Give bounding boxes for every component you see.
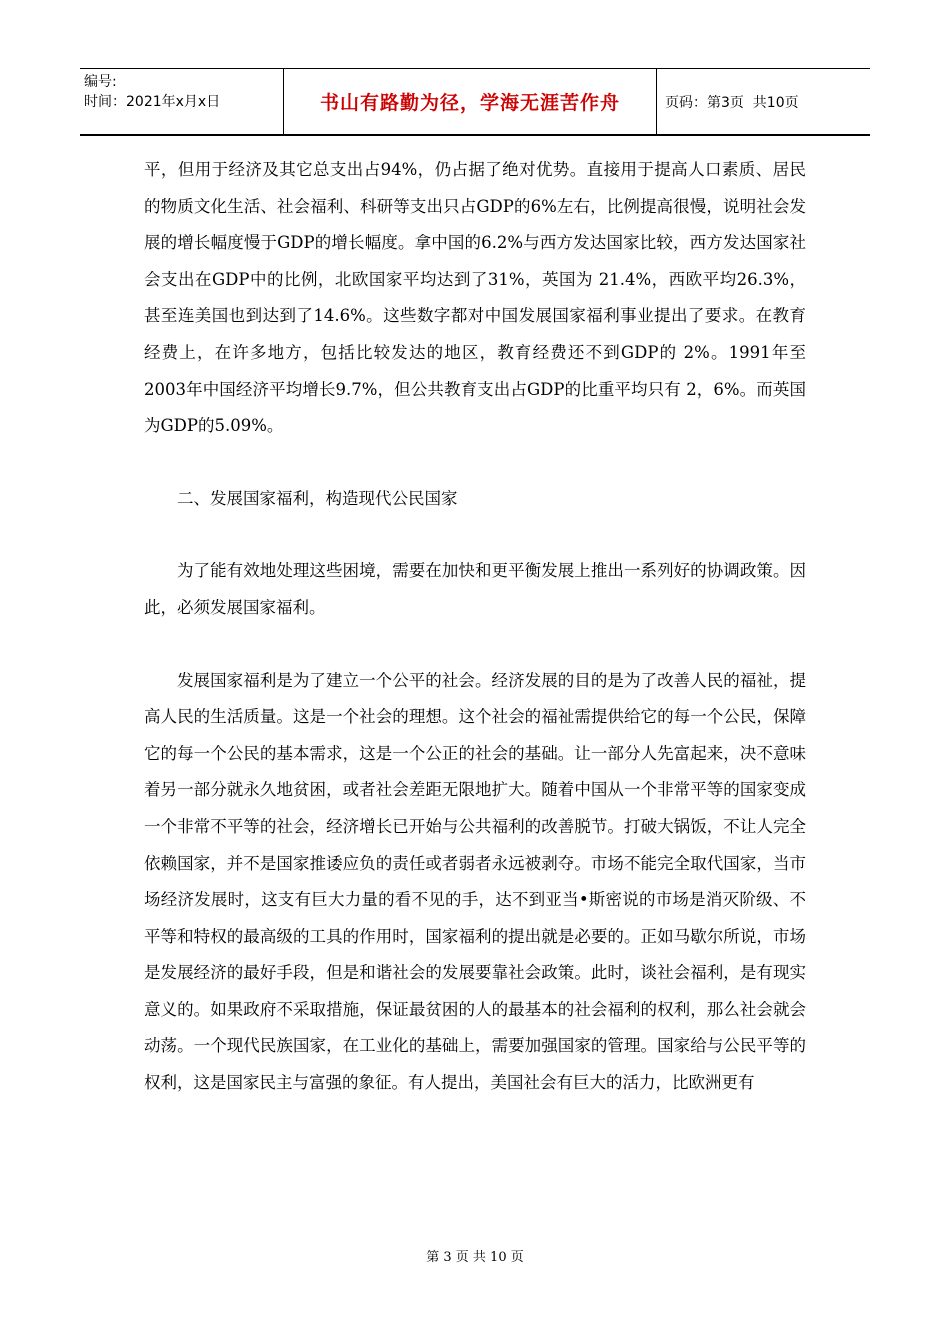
- document-time: 时间：2021年x月x日: [84, 94, 221, 110]
- header-motto: 书山有路勤为径，学海无涯苦作舟: [283, 69, 657, 134]
- page-footer: 第 3 页 共 10 页: [426, 1250, 524, 1265]
- document-body: [144, 152, 806, 1102]
- header-meta: [80, 69, 283, 134]
- page-code-text: 页码：第3页 共10页: [665, 94, 799, 111]
- page-header: [80, 68, 870, 136]
- document-number-label: 编号:: [84, 74, 117, 90]
- body-paragraph: 发展国家福利是为了建立一个公平的社会。经济发展的目的是为了改善人民的福祉，提高人民的生活质量。这是一个社会的理想。这个社会的福祉需提供给它的每一个公民，保障它的每一个公民的基本需求，这是一个公正的社会的基础。让一部分人先富起来，决不意味着另一部分就永久地贫困，或者社会差距无限地扩大。随着中国从一个非常平等的国家变成一个非常不平等的社会，经济增长已开始与公共福利的改善脱节。打破大锅饭，不让人完全依赖国家，并不是国家推诿应负的责任或者弱者永远被剥夺。市场不能完全取代国家，当市场经济发展时，这支有巨大力量的看不见的手，达不到亚当•斯密说的市场是消灭阶级、不平等和特权的最高级的工具的作用时，国家福利的提出就是必要的。正如马歇尔所说，市场是发展经济的最好手段，但是和谐社会的发展要靠社会政策。此时，谈社会福利，是有现实意义的。如果政府不采取措施，保证最贫困的人的最基本的社会福利的权利，那么社会就会动荡。一个现代民族国家，在工业化的基础上，需要加强国家的管理。国家给与公民平等的权利，这是国家民主与富强的象征。有人提出，美国社会有巨大的活力，比欧洲更有: [144, 670, 806, 1093]
- body-paragraph: 为了能有效地处理这些困境，需要在加快和更平衡发展上推出一系列好的协调政策。因此，必须发展国家福利。: [144, 561, 806, 617]
- section-heading: 二、发展国家福利，构造现代公民国家: [177, 488, 458, 508]
- body-paragraph: 平，但用于经济及其它总支出占94%，仍占据了绝对优势。直接用于提高人口素质、居民的物质文化生活、社会福利、科研等支出只占GDP的6%左右，比例提高很慢，说明社会发展的增长幅度慢于GDP的增长幅度。拿中国的6.2%与西方发达国家比较，西方发达国家社会支出在GDP中的比例，北欧国家平均达到了31%，英国为 21.4%，西欧平均26.3%，甚至连美国也到达到了14.6%。这些数字都对中国发展国家福利事业提出了要求。在教育经费上，在许多地方，包括比较发达的地区，教育经费还不到GDP的 2%。1991年至2003年中国经济平均增长9.7%，但公共教育支出占GDP的比重平均只有 2，6%。而英国为GDP的5.09%。: [144, 160, 806, 436]
- header-page-code: [657, 69, 870, 134]
